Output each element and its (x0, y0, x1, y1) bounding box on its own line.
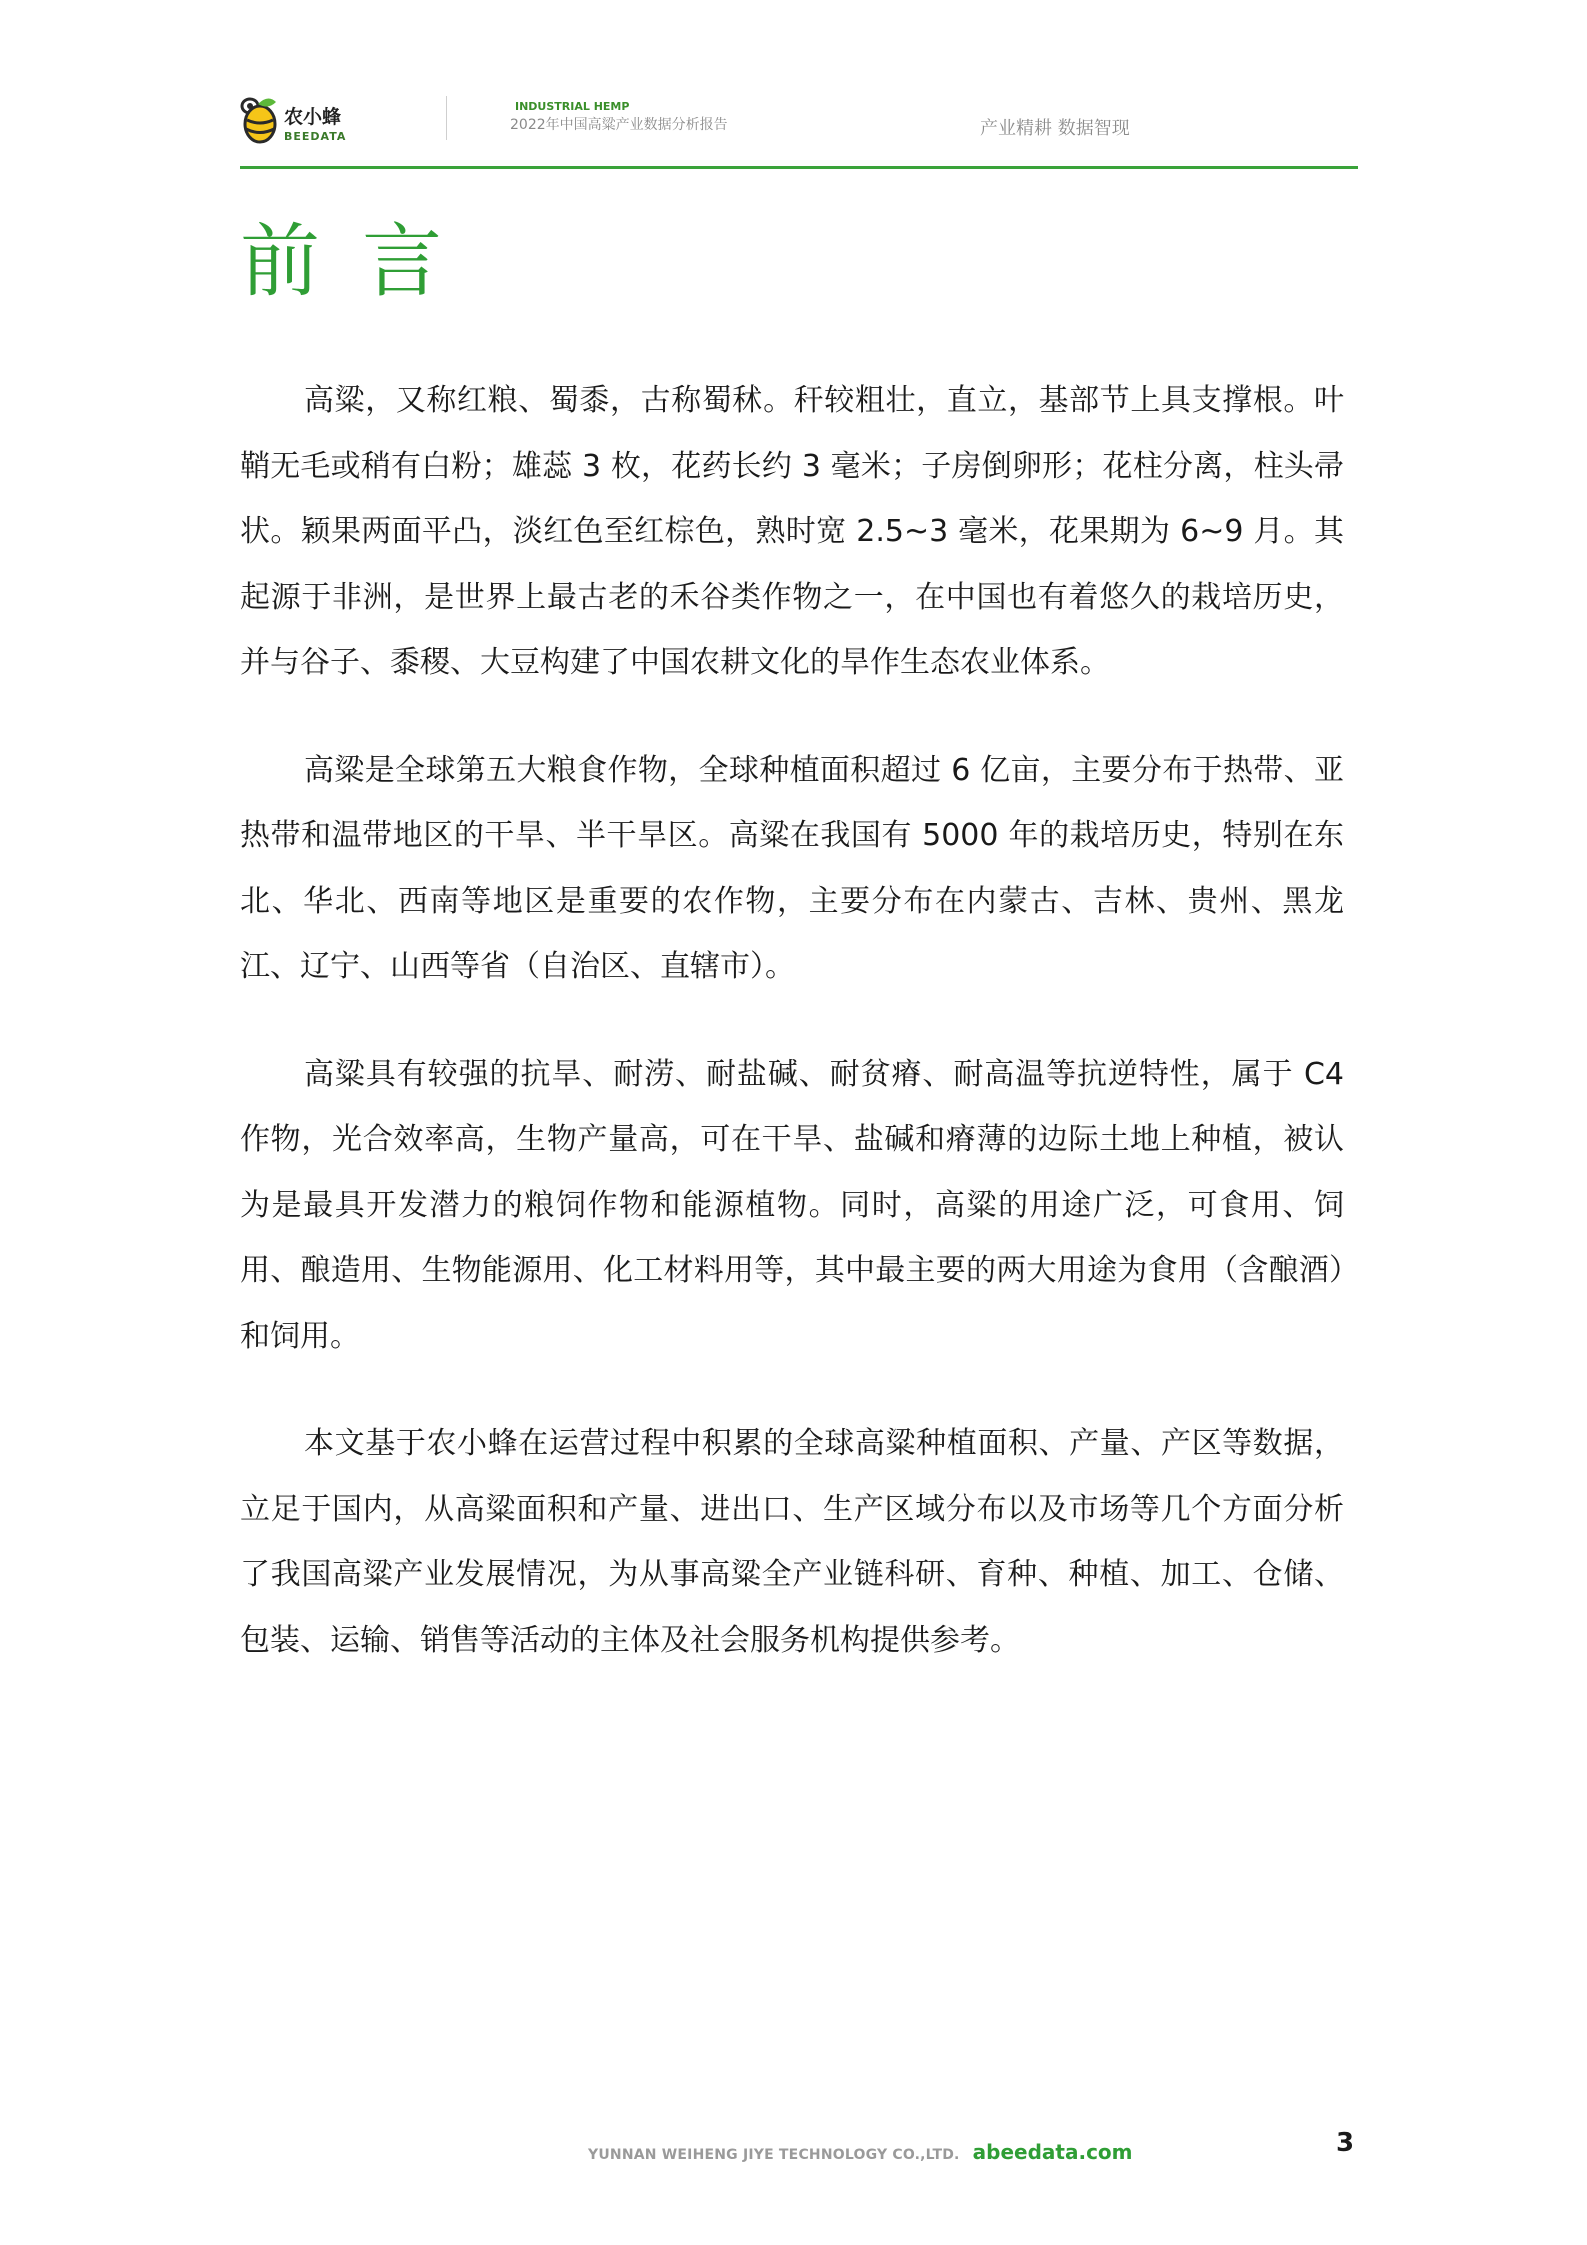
paragraph-characteristics: 高粱具有较强的抗旱、耐涝、耐盐碱、耐贫瘠、耐高温等抗逆特性，属于 C4 作物，光合效率高，生物产量高，可在干旱、盐碱和瘠薄的边际土地上种植，被认为是最具开发潜力的粮饲作物和能源植物。同时，高粱的用途广泛，可食用、饲用、酿造用、生物能源用、化工材料用等，其中最主要的两大用途为食用（含酿酒）和饲用。 (240, 1056, 1344, 1354)
paragraph-distribution: 高粱是全球第五大粮食作物，全球种植面积超过 6 亿亩，主要分布于热带、亚热带和温带地区的干旱、半干旱区。高粱在我国有 5000 年的栽培历史，特别在东北、华北、西南等地区是重要的农作物，主要分布在内蒙古、吉林、贵州、黑龙江、辽宁、山西等省（自治区、直辖市）。 (240, 752, 1344, 984)
page-header (240, 88, 1358, 168)
brand-logo[interactable] (240, 96, 360, 152)
page-title: 前言 (240, 215, 484, 308)
page-number: 3 (1336, 2128, 1355, 2158)
paragraph-intro: 高粱，又称红粮、蜀黍，古称蜀秫。秆较粗壮，直立，基部节上具支撑根。叶鞘无毛或稍有白粉；雄蕊 3 枚，花药长约 3 毫米；子房倒卵形；花柱分离，柱头帚状。颖果两面平凸，淡红色至红棕色，熟时宽 2.5~3 毫米，花果期为 6~9 月。其起源于非洲，是世界上最古老的禾谷类作物之一，在中国也有着悠久的栽培历史，并与谷子、黍稷、大豆构建了中国农耕文化的旱作生态农业体系。 (240, 383, 1344, 680)
footer-company: YUNNAN WEIHENG JIYE TECHNOLOGY CO.,LTD. (588, 2147, 960, 2163)
brand-name: 农小蜂 (284, 106, 342, 128)
page-footer (588, 2140, 1133, 2164)
header-divider (446, 96, 447, 140)
report-chinese-title: 2022年中国高粱产业数据分析报告 (510, 117, 728, 133)
report-heading (510, 100, 728, 136)
header-slogan: 产业精耕 数据智现 (980, 118, 1130, 139)
bee-icon (240, 96, 280, 146)
brand-subtitle: BEEDATA (284, 130, 347, 143)
report-english-title: INDUSTRIAL HEMP (515, 100, 630, 113)
preface-body (240, 368, 1344, 1715)
header-rule (240, 166, 1358, 169)
footer-website-link[interactable]: abeedata.com (972, 2140, 1133, 2164)
paragraph-purpose: 本文基于农小蜂在运营过程中积累的全球高粱种植面积、产量、产区等数据，立足于国内，从高粱面积和产量、进出口、生产区域分布以及市场等几个方面分析了我国高粱产业发展情况，为从事高粱全产业链科研、育种、种植、加工、仓储、包装、运输、销售等活动的主体及社会服务机构提供参考。 (240, 1426, 1344, 1658)
